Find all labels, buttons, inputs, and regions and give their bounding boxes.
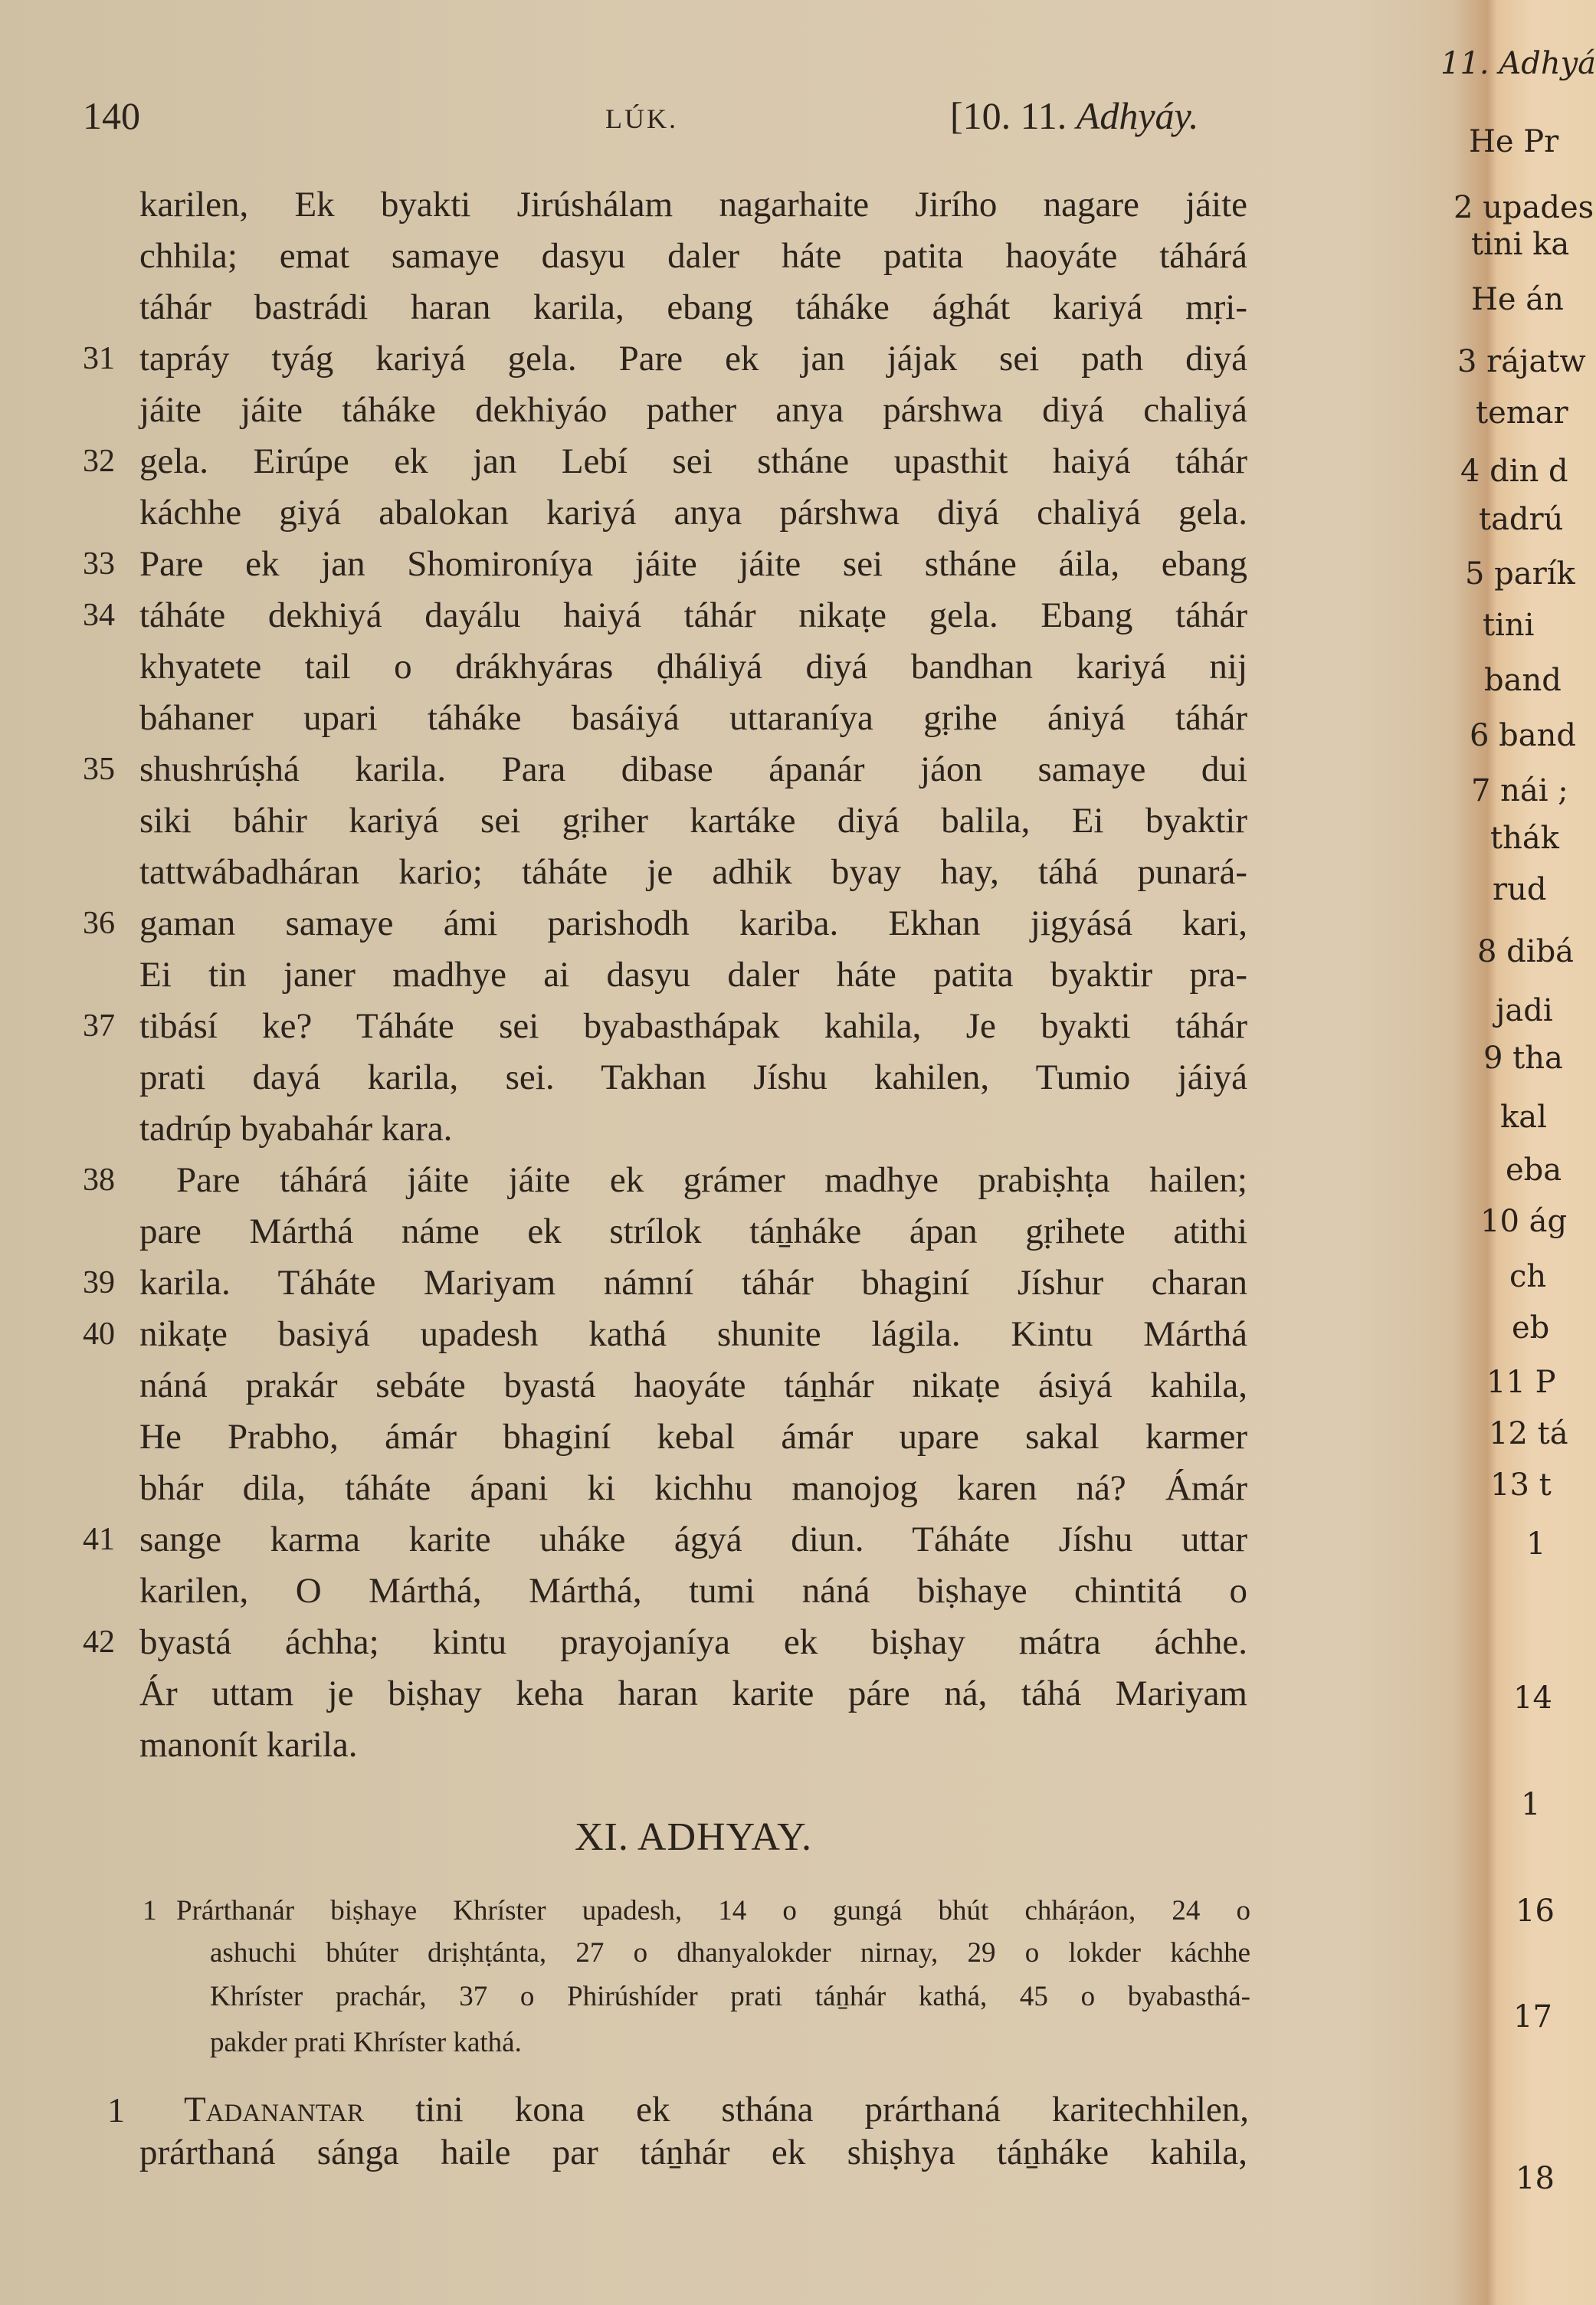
text-line-content: báhaner upari táháke basáiyá uttaraníya gṛihe ániyá táhár — [139, 698, 1247, 738]
facing-page-fragment: He Pr — [1469, 124, 1559, 159]
facing-page-fragment: 1 — [1521, 1787, 1541, 1822]
text-line-content: Pare ek jan Shomironíya jáite jáite sei stháne áila, ebang — [139, 544, 1247, 584]
verse-opening-word: Tadanantar — [184, 2090, 365, 2130]
facing-page-fragment: ch — [1509, 1259, 1547, 1294]
text-line — [139, 795, 1247, 847]
text-line-content: gela. Eirúpe ek jan Lebí sei stháne upasthit haiyá táhár — [139, 441, 1247, 481]
facing-page-fragment: 2 upades — [1453, 190, 1594, 225]
text-line — [139, 487, 1247, 539]
text-line-content: sange karma karite uháke ágyá diun. Táháte Jíshu uttar — [139, 1520, 1247, 1559]
text-line-content: He Prabho, ámár bhaginí kebal ámár upare sakal karmer — [139, 1417, 1247, 1457]
text-line-content: karila. Táháte Mariyam námní táhár bhaginí Jíshur charan — [139, 1263, 1247, 1303]
facing-page-fragment: 5 parík — [1465, 556, 1575, 592]
facing-page-fragment: 1 — [1526, 1526, 1546, 1562]
text-line-content: tapráy tyág kariyá gela. Pare ek jan jájak sei path diyá — [139, 339, 1247, 379]
facing-page-fragment: 10 ág — [1480, 1204, 1568, 1239]
verse-number: 1 — [107, 2090, 125, 2130]
text-line — [139, 1463, 1247, 1514]
text-line — [139, 231, 1247, 282]
verse-line-text: tini kona ek sthána prárthaná karitechhilen, — [415, 2090, 1249, 2130]
text-line — [139, 1206, 1247, 1257]
text-line-content: prati dayá karila, sei. Takhan Jíshu kahilen, Tumio jáiyá — [139, 1057, 1247, 1097]
facing-page-fragment: tadrú — [1479, 502, 1564, 537]
chapter-reference-word: Adhyáy. — [1076, 94, 1199, 137]
facing-page-fragment: 14 — [1513, 1680, 1552, 1716]
text-line-content: Ár uttam je biṣhay keha haran karite páre ná, táhá Mariyam — [139, 1674, 1247, 1713]
text-line — [139, 590, 1247, 641]
facing-page-fragment: 16 — [1516, 1894, 1555, 1929]
text-line-content: khyatete tail o drákhyáras ḍháliyá diyá bandhan kariyá nij — [139, 647, 1247, 687]
text-line — [139, 898, 1247, 949]
page-number: 140 — [83, 94, 140, 137]
chapter-reference-numbers: [10. 11. — [950, 94, 1067, 137]
facing-page-fragment: tini — [1483, 608, 1535, 643]
text-line — [139, 744, 1247, 795]
text-line — [139, 641, 1247, 693]
text-line-content: táháte dekhiyá dayálu haiyá táhár nikaṭe gela. Ebang táhár — [139, 595, 1247, 635]
text-line-content: pare Márthá náme ek strílok táṉháke ápan gṛihete atithi — [139, 1212, 1247, 1251]
facing-page-fragment: 11. Adhyá — [1440, 46, 1596, 81]
facing-page-fragment: tini ka — [1471, 227, 1570, 262]
summary-line: Prárthanár biṣhaye Khríster upadesh, 14 o gungá bhút chháṛáon, 24 o — [176, 1895, 1250, 1926]
text-line-content: Ei tin janer madhye ai dasyu daler háte patita byaktir pra- — [139, 955, 1247, 995]
text-line — [139, 847, 1247, 898]
facing-page-fragment: eb — [1512, 1310, 1550, 1346]
text-line — [139, 1412, 1247, 1463]
facing-page-fragment: 3 rájatw — [1457, 344, 1586, 379]
facing-page-fragment: 18 — [1516, 2161, 1555, 2196]
verse-number: 31 — [83, 341, 115, 376]
text-line-content: chhila; emat samaye dasyu daler háte patita haoyáte táhárá — [139, 236, 1247, 276]
text-line — [139, 1052, 1247, 1103]
verse-number: 34 — [83, 598, 115, 633]
text-line-content: Pare táhárá jáite jáite ek grámer madhye prabiṣhṭa hailen; — [176, 1160, 1247, 1200]
verse-number: 39 — [83, 1265, 115, 1300]
text-line — [139, 179, 1247, 231]
text-line — [139, 1668, 1247, 1720]
text-line — [139, 1617, 1247, 1668]
verse-number: 35 — [83, 752, 115, 787]
text-line — [139, 693, 1247, 744]
text-line — [139, 1514, 1247, 1566]
facing-page-fragment: 17 — [1513, 1999, 1552, 2034]
summary-line: Khríster prachár, 37 o Phirúshíder prati táṉhár kathá, 45 o byabasthá- — [210, 1981, 1250, 2012]
chapter-reference — [950, 93, 1198, 138]
facing-page-fragment: kal — [1500, 1100, 1547, 1135]
summary-number: 1 — [143, 1895, 157, 1926]
text-line-content: karilen, O Márthá, Márthá, tumi náná biṣhaye chintitá o — [139, 1571, 1247, 1611]
verse-number: 41 — [83, 1522, 115, 1557]
text-line — [139, 1001, 1247, 1052]
text-line — [139, 1257, 1247, 1309]
verse-number: 33 — [83, 546, 115, 582]
text-line — [139, 1155, 1247, 1206]
text-line-content: karilen, Ek byakti Jirúshálam nagarhaite Jirího nagare jáite — [139, 185, 1247, 225]
summary-line: pakder prati Khríster kathá. — [210, 2027, 522, 2058]
running-title: LÚK. — [605, 103, 678, 134]
text-line-content: táhár bastrádi haran karila, ebang táháke ághát kariyá mṛi- — [139, 287, 1247, 327]
verse-number: 38 — [83, 1162, 115, 1198]
facing-page-fragment: eba — [1506, 1152, 1562, 1188]
text-line — [139, 539, 1247, 590]
text-line-content: byastá áchha; kintu prayojaníya ek biṣhay mátra áchhe. — [139, 1622, 1247, 1662]
text-line-content: siki báhir kariyá sei gṛiher kartáke diyá balila, Ei byaktir — [139, 801, 1247, 841]
text-line — [139, 1309, 1247, 1360]
chapter-title: XI. ADHYAY. — [574, 1815, 813, 1859]
text-line — [139, 1720, 1247, 1771]
facing-page-fragment: jadi — [1496, 993, 1553, 1028]
verse-number: 36 — [83, 906, 115, 941]
text-line-content: tattwábadháran kario; táháte je adhik byay hay, táhá punará- — [139, 852, 1247, 892]
facing-page-fragment: band — [1484, 663, 1562, 698]
text-line — [139, 385, 1247, 436]
text-line-content: shushrúṣhá karila. Para dibase ápanár jáon samaye dui — [139, 749, 1247, 789]
facing-page-fragment: 7 nái ; — [1471, 773, 1568, 808]
verse-line: prárthaná sánga haile par táṉhár ek shiṣhya táṉháke kahila, — [139, 2133, 1247, 2172]
text-line-content: manonít karila. — [139, 1725, 358, 1765]
text-line — [139, 1103, 1247, 1155]
facing-page-fragment: 13 t — [1490, 1467, 1552, 1503]
text-line-content: bhár dila, táháte ápani ki kichhu manojog karen ná? Ámár — [139, 1468, 1247, 1508]
facing-page-fragment: 8 dibá — [1477, 934, 1575, 969]
facing-page-fragment: temar — [1476, 395, 1568, 431]
facing-page-fragment: rud — [1493, 872, 1547, 907]
verse-number: 32 — [83, 444, 115, 479]
text-line — [139, 949, 1247, 1001]
text-line — [139, 1566, 1247, 1617]
summary-line: ashuchi bhúter driṣhṭánta, 27 o dhanyalokder nirnay, 29 o lokder káchhe — [210, 1937, 1250, 1969]
facing-page-fragment: 6 band — [1470, 718, 1576, 753]
text-line — [139, 1360, 1247, 1412]
text-line-content: gaman samaye ámi parishodh kariba. Ekhan jigyásá kari, — [139, 903, 1247, 943]
facing-page-fragment: 9 tha — [1483, 1041, 1563, 1076]
facing-page-fragment: 4 din d — [1460, 454, 1568, 489]
facing-page-fragment: thák — [1490, 821, 1559, 856]
text-line — [139, 436, 1247, 487]
facing-page-fragment: He án — [1471, 282, 1564, 317]
text-line-content: tadrúp byabahár kara. — [139, 1109, 453, 1149]
text-line-content: náná prakár sebáte byastá haoyáte táṉhár nikaṭe ásiyá kahila, — [139, 1366, 1247, 1405]
facing-page-fragment: 11 P — [1486, 1365, 1556, 1400]
text-line-content: tibásí ke? Táháte sei byabasthápak kahila, Je byakti táhár — [139, 1006, 1247, 1046]
verse-number: 40 — [83, 1316, 115, 1352]
facing-page-fragment: 12 tá — [1489, 1416, 1568, 1451]
text-line-content: nikaṭe basiyá upadesh kathá shunite lágila. Kintu Márthá — [139, 1314, 1247, 1354]
verse-number: 37 — [83, 1008, 115, 1044]
text-line-content: káchhe giyá abalokan kariyá anya párshwa diyá chaliyá gela. — [139, 493, 1247, 533]
text-line — [139, 282, 1247, 333]
text-line — [139, 333, 1247, 385]
text-line-content: jáite jáite táháke dekhiyáo pather anya párshwa diyá chaliyá — [139, 390, 1247, 430]
verse-number: 42 — [83, 1625, 115, 1660]
